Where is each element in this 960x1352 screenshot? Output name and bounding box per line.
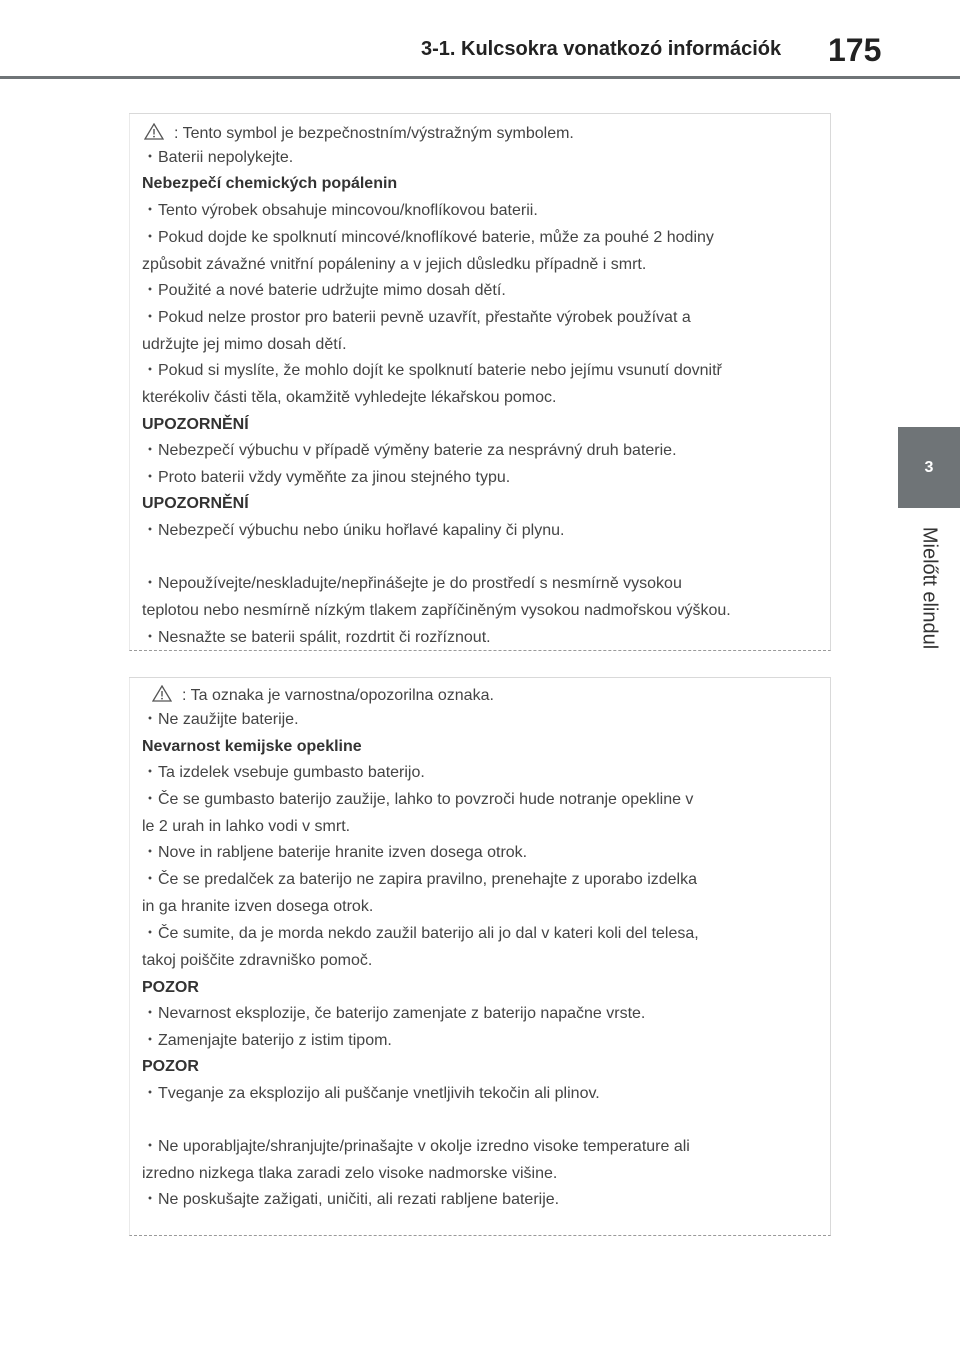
text-line: ・Nebezpečí výbuchu nebo úniku hořlavé kapaliny či plynu. [142,522,565,539]
text-line: ・Ta izdelek vsebuje gumbasto baterijo. [142,764,425,781]
slovene-warning-box [129,677,831,1236]
chapter-tab[interactable] [898,427,960,508]
caution-heading: UPOZORNĚNÍ [142,416,249,433]
caution-heading: POZOR [142,979,199,996]
text-line: ・Nevarnost eksplozije, če baterijo zamenjate z baterijo napačne vrste. [142,1005,646,1022]
text-line: teplotou nebo nesmírně nízkým tlakem zapříčiněným vysokou nadmořskou výškou. [142,602,731,619]
section-title: 3-1. Kulcsokra vonatkozó információk [421,38,782,60]
hazard-heading: Nevarnost kemijske opekline [142,738,362,755]
text-line: le 2 urah in lahko vodi v smrt. [142,818,351,835]
text-line: ・Ne zaužijte baterije. [142,711,299,728]
page-number: 175 [828,32,882,68]
warning-symbol-line [152,685,494,704]
text-line: ・Ne uporabljajte/shranjujte/prinašajte v okolje izredno visoke temperature ali [142,1138,690,1155]
text-line: ・Nesnažte se baterii spálit, rozdrtit či rozříznout. [142,629,491,646]
text-line: kterékoliv části těla, okamžitě vyhledejte lékařskou pomoc. [142,389,557,406]
text-line: ・Zamenjajte baterijo z istim tipom. [142,1032,392,1049]
text-line: ・Tveganje za eksplozijo ali puščanje vnetljivih tekočin ali plinov. [142,1085,600,1102]
caution-heading: UPOZORNĚNÍ [142,495,249,512]
czech-warning-box [129,113,831,651]
text-line: ・Pokud si myslíte, že mohlo dojít ke spolknutí baterie nebo jejímu vsunutí dovnitř [142,362,722,379]
chapter-number: 3 [924,458,934,476]
warning-triangle-icon [152,685,172,702]
caution-heading: POZOR [142,1058,199,1075]
text-line: udržujte jej mimo dosah dětí. [142,336,347,353]
text-line: ・Nebezpečí výbuchu v případě výměny baterie za nesprávný druh baterie. [142,442,677,459]
text-line: ・Pokud dojde ke spolknutí mincové/knoflíkové baterie, může za pouhé 2 hodiny [142,229,714,246]
text-line: způsobit závažné vnitřní popáleniny a v jejich důsledku případně i smrt. [142,256,647,273]
text-line: ・Pokud nelze prostor pro baterii pevně uzavřít, přestaňte výrobek používat a [142,309,691,326]
warning-triangle-icon [144,123,164,140]
text-line: ・Nepoužívejte/neskladujte/nepřinášejte je do prostředí s nesmírně vysokou [142,575,682,592]
text-line: in ga hranite izven dosega otrok. [142,898,374,915]
text-line: ・Nove in rabljene baterije hranite izven dosega otrok. [142,844,528,861]
text-line: ・Če se gumbasto baterijo zaužije, lahko to povzroči hude notranje opekline v [142,791,694,808]
hazard-heading: Nebezpečí chemických popálenin [142,175,398,192]
text-line: ・Če se predalček za baterijo ne zapira pravilno, prenehajte z uporabo izdelka [142,871,697,888]
chapter-label: Mielőtt elindul [918,526,941,650]
text-line: takoj poiščite zdravniško pomoč. [142,952,373,969]
warning-symbol-text: : Ta oznaka je varnostna/opozorilna oznaka. [182,687,494,704]
text-line: ・Použité a nové baterie udržujte mimo dosah dětí. [142,282,506,299]
text-line: ・Baterii nepolykejte. [142,149,294,166]
text-line: ・Če sumite, da je morda nekdo zaužil baterijo ali jo dal v kateri koli del telesa, [142,925,699,942]
text-line: izredno nizkega tlaka zaradi zelo visoke nadmorske višine. [142,1165,558,1182]
warning-symbol-text: : Tento symbol je bezpečnostním/výstražným symbolem. [174,125,574,142]
warning-symbol-line [144,123,574,142]
text-line: ・Proto baterii vždy vyměňte za jinou stejného typu. [142,469,511,486]
text-line: ・Tento výrobek obsahuje mincovou/knoflíkovou baterii. [142,202,538,219]
header-divider [0,76,960,79]
text-line: ・Ne poskušajte zažigati, uničiti, ali rezati rabljene baterije. [142,1191,560,1208]
